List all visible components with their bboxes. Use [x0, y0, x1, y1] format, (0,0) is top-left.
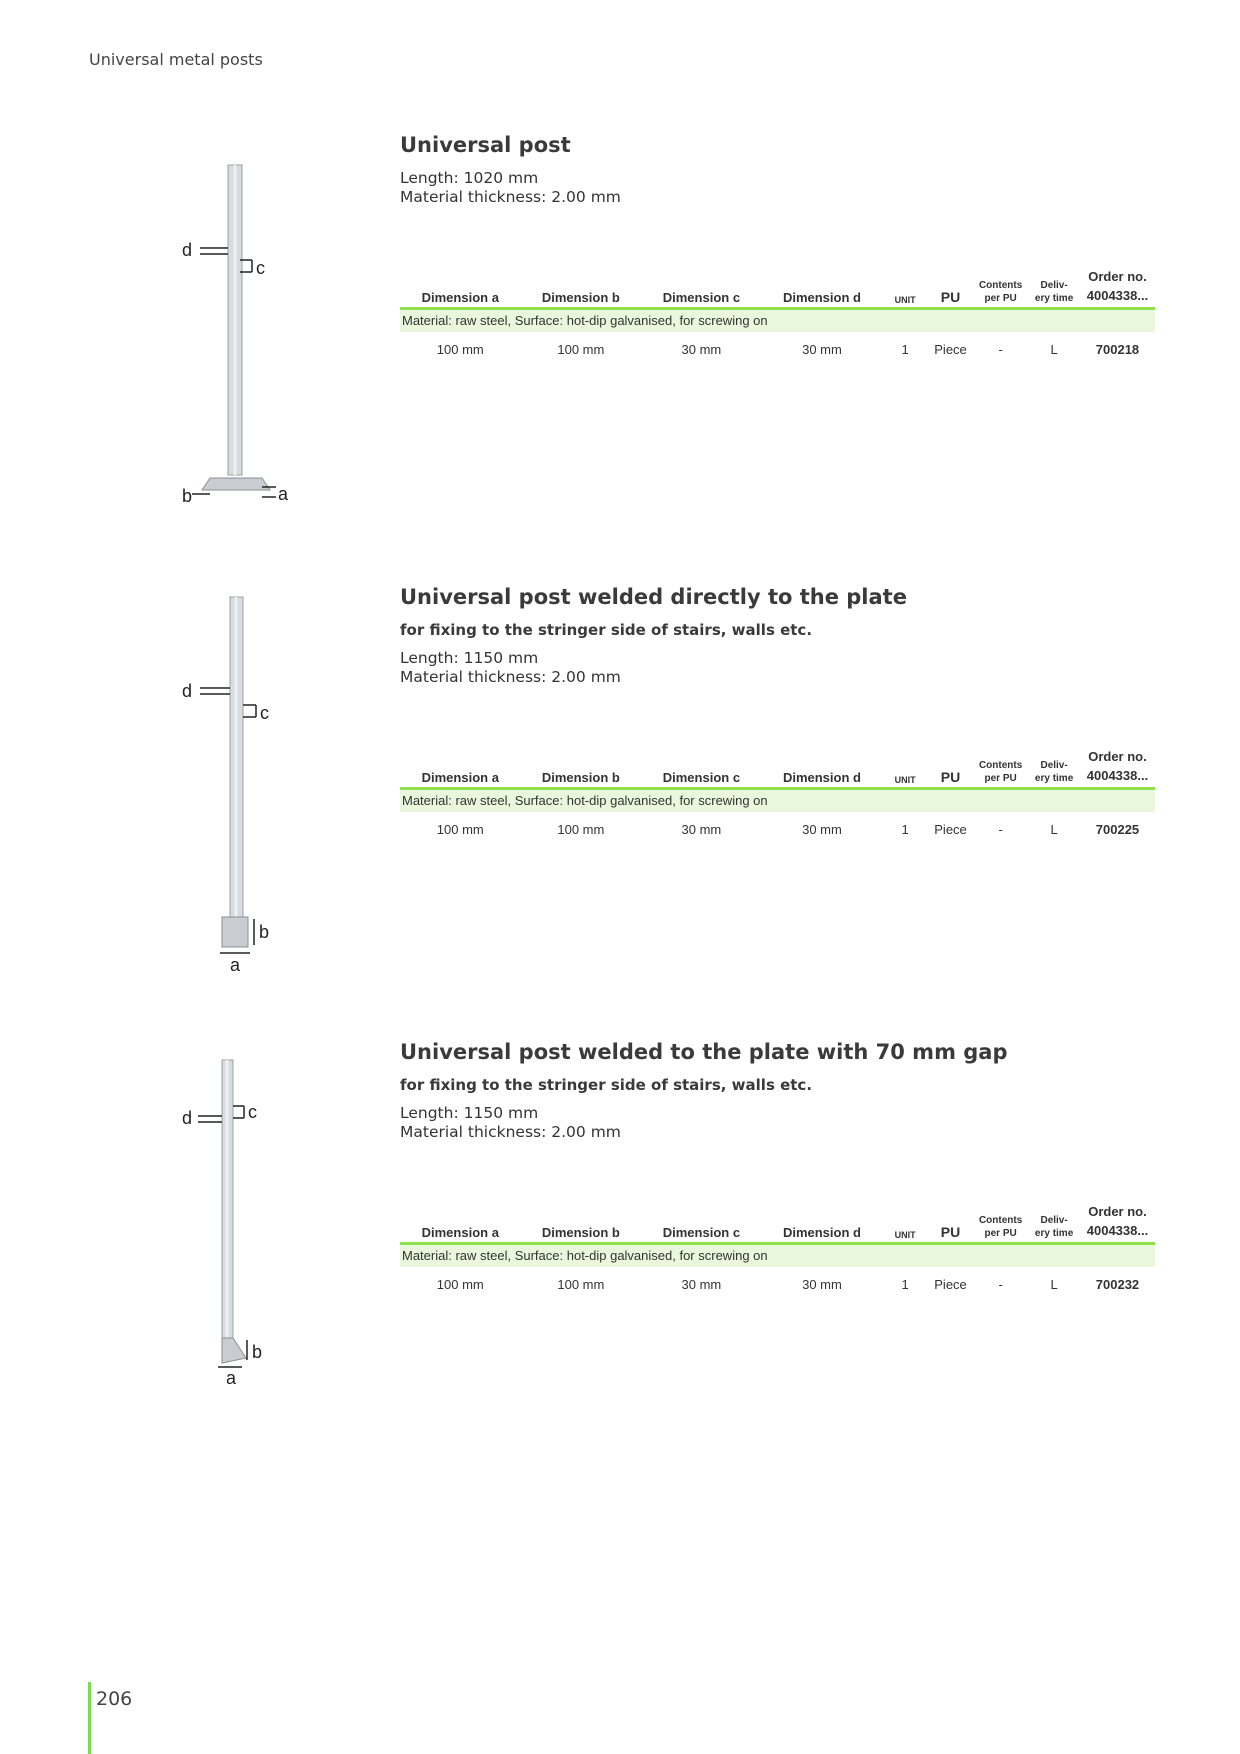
header-contents: Contents per PU	[973, 267, 1028, 309]
cell-pu: Piece	[934, 822, 967, 837]
header-dim-d: Dimension d	[762, 267, 883, 309]
label-b: b	[252, 1342, 263, 1362]
header-dim-c: Dimension c	[641, 267, 762, 309]
header-unit: UNIT	[882, 747, 928, 789]
product-table	[400, 747, 1155, 837]
header-dim-a: Dimension a	[400, 747, 521, 789]
header-pu: PU	[928, 267, 973, 309]
product-content	[400, 585, 1155, 837]
spec-length: Length: 1020 mm	[400, 169, 539, 187]
cell-dim-d: 30 mm	[802, 822, 842, 837]
product-figure	[180, 595, 320, 985]
cell-dim-d: 30 mm	[802, 342, 842, 357]
header-contents: Contents per PU	[973, 1202, 1028, 1244]
header-delivery: Deliv- ery time	[1028, 267, 1080, 309]
cell-dim-b: 100 mm	[557, 1277, 605, 1292]
product-table	[400, 1202, 1155, 1292]
cell-order-no: 700232	[1095, 1277, 1140, 1292]
cell-order-no: 700225	[1095, 822, 1140, 837]
cell-dim-b: 100 mm	[557, 342, 605, 357]
header-unit: UNIT	[882, 1202, 928, 1244]
label-c: c	[256, 258, 265, 278]
label-b: b	[182, 486, 193, 505]
cell-contents: -	[998, 342, 1003, 357]
cell-pu: Piece	[934, 342, 967, 357]
header-dim-b: Dimension b	[521, 267, 642, 309]
header-dim-c: Dimension c	[641, 1202, 762, 1244]
header-dim-b: Dimension b	[521, 1202, 642, 1244]
spec-length: Length: 1150 mm	[400, 1104, 539, 1122]
running-head: Universal metal posts	[89, 50, 263, 69]
label-a: a	[230, 955, 241, 975]
product-content	[400, 133, 1155, 357]
cell-dim-a: 100 mm	[436, 342, 484, 357]
spec-thickness: Material thickness: 2.00 mm	[400, 1123, 621, 1141]
cell-delivery: L	[1050, 342, 1058, 357]
header-contents: Contents per PU	[973, 747, 1028, 789]
label-d: d	[182, 240, 193, 260]
cell-dim-c: 30 mm	[681, 342, 722, 357]
cell-delivery: L	[1050, 1277, 1058, 1292]
product-table	[400, 267, 1155, 357]
cell-order-no: 700218	[1095, 342, 1140, 357]
footer-accent-bar	[88, 1682, 91, 1754]
header-order: Order no. 4004338...	[1080, 267, 1155, 309]
post-drawing	[180, 160, 300, 505]
label-a: a	[278, 484, 289, 504]
cell-dim-a: 100 mm	[436, 1277, 484, 1292]
header-dim-a: Dimension a	[400, 267, 521, 309]
label-c: c	[260, 703, 269, 723]
product-title: Universal post welded to the plate with 70 mm gap	[400, 1040, 1008, 1064]
cell-contents: -	[998, 1277, 1003, 1292]
header-unit: UNIT	[882, 267, 928, 309]
page-number: 206	[96, 1688, 133, 1710]
header-dim-d: Dimension d	[762, 1202, 883, 1244]
cell-unit: 1	[901, 822, 909, 837]
cell-dim-c: 30 mm	[681, 1277, 722, 1292]
product-title: Universal post	[400, 133, 571, 157]
post-drawing	[180, 1058, 300, 1398]
post-drawing	[180, 595, 300, 985]
cell-unit: 1	[901, 342, 909, 357]
product-figure	[180, 1058, 320, 1398]
product-subtitle: for fixing to the stringer side of stairs, walls etc.	[400, 1076, 813, 1094]
cell-contents: -	[998, 822, 1003, 837]
product-subtitle: for fixing to the stringer side of stairs, walls etc.	[400, 621, 813, 639]
cell-dim-a: 100 mm	[436, 822, 484, 837]
header-delivery: Deliv- ery time	[1028, 1202, 1080, 1244]
header-dim-d: Dimension d	[762, 747, 883, 789]
table-row	[400, 812, 1155, 837]
header-dim-b: Dimension b	[521, 747, 642, 789]
product-figure	[180, 160, 320, 505]
cell-dim-b: 100 mm	[557, 822, 605, 837]
material-row: Material: raw steel, Surface: hot-dip galvanised, for screwing on	[400, 789, 1155, 813]
material-row: Material: raw steel, Surface: hot-dip galvanised, for screwing on	[400, 1244, 1155, 1268]
cell-dim-c: 30 mm	[681, 822, 722, 837]
spec-thickness: Material thickness: 2.00 mm	[400, 668, 621, 686]
cell-pu: Piece	[934, 1277, 967, 1292]
cell-unit: 1	[901, 1277, 909, 1292]
product-title: Universal post welded directly to the plate	[400, 585, 907, 609]
label-d: d	[182, 1108, 193, 1128]
spec-thickness: Material thickness: 2.00 mm	[400, 188, 621, 206]
header-pu: PU	[928, 1202, 973, 1244]
label-c: c	[248, 1102, 257, 1122]
header-dim-a: Dimension a	[400, 1202, 521, 1244]
header-pu: PU	[928, 747, 973, 789]
cell-delivery: L	[1050, 822, 1058, 837]
label-d: d	[182, 681, 193, 701]
label-a: a	[226, 1368, 237, 1388]
header-dim-c: Dimension c	[641, 747, 762, 789]
material-row: Material: raw steel, Surface: hot-dip galvanised, for screwing on	[400, 309, 1155, 333]
table-row	[400, 332, 1155, 357]
header-delivery: Deliv- ery time	[1028, 747, 1080, 789]
label-b: b	[259, 922, 270, 942]
header-order: Order no. 4004338...	[1080, 1202, 1155, 1244]
product-content	[400, 1040, 1155, 1292]
cell-dim-d: 30 mm	[802, 1277, 842, 1292]
table-row	[400, 1267, 1155, 1292]
header-order: Order no. 4004338...	[1080, 747, 1155, 789]
spec-length: Length: 1150 mm	[400, 649, 539, 667]
